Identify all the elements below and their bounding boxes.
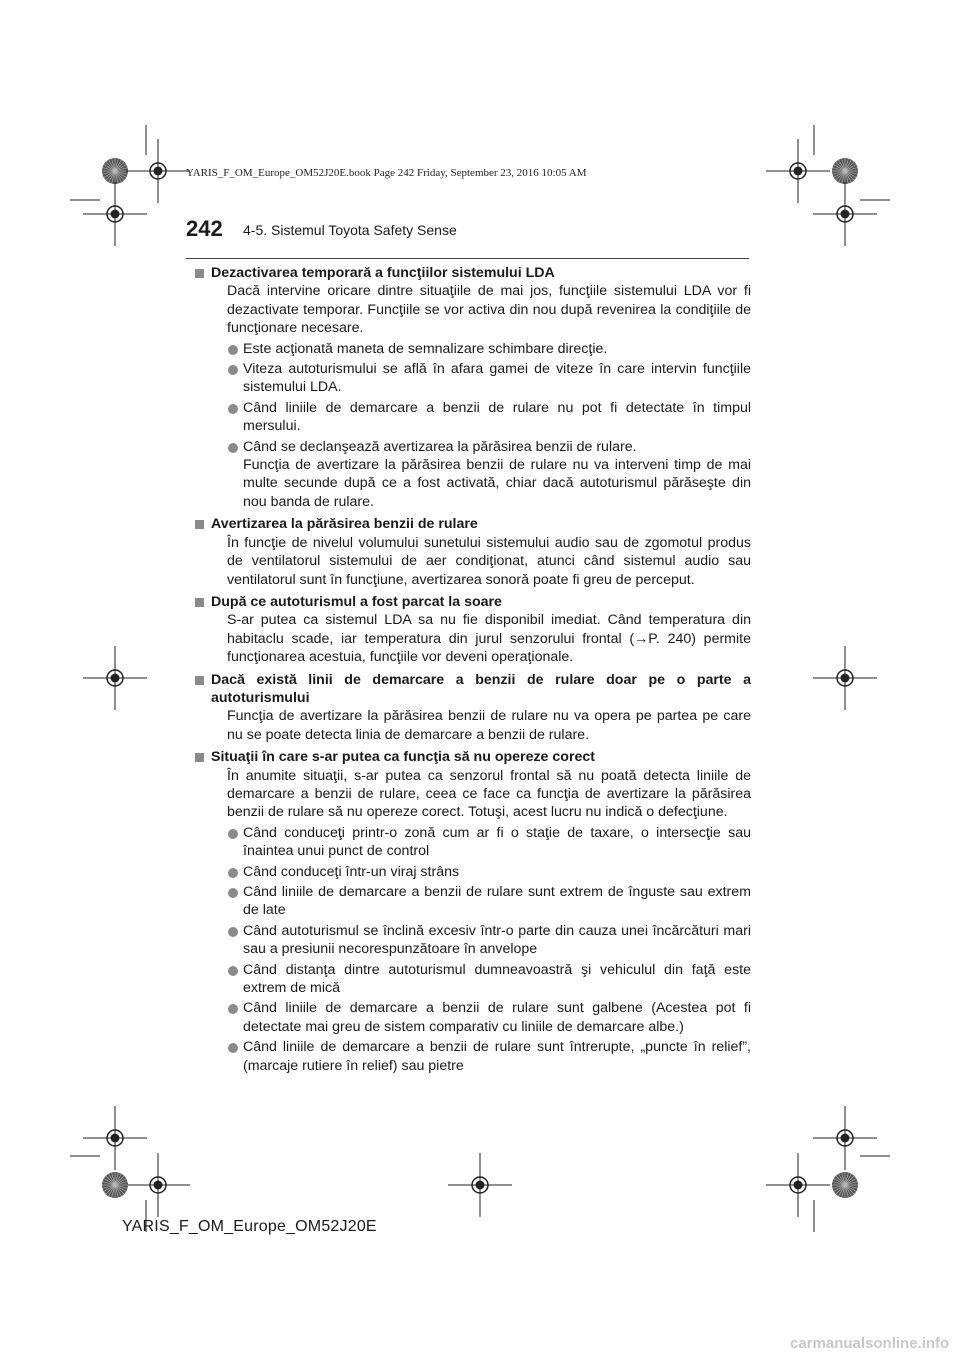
round-bullet-icon <box>228 345 238 355</box>
list-item <box>227 399 751 436</box>
section-parked-in-sun <box>211 593 751 667</box>
section-heading <box>195 593 751 611</box>
list-item <box>227 922 751 959</box>
bullet-list <box>227 340 751 512</box>
starburst-target-icon <box>102 1172 128 1198</box>
square-bullet-icon <box>195 676 204 685</box>
section-heading-text: Avertizarea la părăsirea benzii de rulare <box>211 516 478 533</box>
section-body <box>227 707 751 744</box>
list-item-text: Când liniile de demarcare a benzii de rulare nu pot fi detectate în timpul mersului. <box>243 399 751 435</box>
list-item <box>227 824 751 861</box>
section-intro: În funcţie de nivelul volumului sunetului sistemului audio sau de zgomotul produs de ventilatorul sistemului de aer condiţionat, atunci când sistemul audio sau ventilatorul sunt în funcţiune, avertizarea sonoră poate fi greu de perceput. <box>227 534 751 588</box>
section-one-side-lines <box>211 671 751 745</box>
list-item <box>227 883 751 920</box>
footer-doc-id: YARIS_F_OM_Europe_OM52J20E <box>122 1218 377 1235</box>
list-item-text: Când liniile de demarcare a benzii de rulare sunt galbene (Acestea pot fi detectate mai greu de sistem comparativ cu liniile de demarcare albe.) <box>243 1000 751 1035</box>
list-item-text: Când se declanşează avertizarea la părăsirea benzii de rulare. <box>243 438 637 455</box>
round-bullet-icon <box>228 1043 238 1053</box>
section-heading-text: Situaţii în care s-ar putea ca funcţia să nu opereze corect <box>211 749 595 766</box>
list-item-text: Viteza autoturismului se află în afara gamei de viteze în care intervin funcţiile sistemului LDA. <box>243 361 751 396</box>
round-bullet-icon <box>228 927 238 937</box>
section-intro: Dacă intervine oricare dintre situaţiile de mai jos, funcţiile sistemului LDA vor fi dezactivate temporar. Funcţiile se vor activa din nou după revenirea la condiţiile de funcţionare necesare. <box>227 283 751 337</box>
section-body <box>227 611 751 666</box>
square-bullet-icon <box>195 598 204 607</box>
list-item-note: Funcţia de avertizare la părăsirea benzii de rulare nu va interveni timp de mai multe secunde după ce a fost activată, chiar dacă autoturismul părăseşte din nou banda de rulare. <box>243 457 751 510</box>
list-item <box>227 863 751 881</box>
list-item-text: Când autoturismul se înclină excesiv într-o parte din cauza unei încărcături mari sau a presiunii necorespunzătoare în anvelope <box>243 922 751 958</box>
section-intro: Funcţia de avertizare la părăsirea benzii de rulare nu va opera pe partea pe care nu se poate detecta linia de demarcare a benzii de rulare. <box>227 708 751 743</box>
round-bullet-icon <box>228 1004 238 1014</box>
header-rule <box>186 258 749 259</box>
page-content <box>211 264 751 1079</box>
section-body <box>227 767 751 1076</box>
section-heading <box>195 515 751 533</box>
section-heading <box>195 264 751 282</box>
square-bullet-icon <box>195 753 204 762</box>
round-bullet-icon <box>228 829 238 839</box>
starburst-target-icon <box>832 158 858 184</box>
page-number: 242 <box>186 216 223 241</box>
section-heading-text: După ce autoturismul a fost parcat la soare <box>211 593 502 610</box>
list-item-text: Când conduceţi printr-o zonă cum ar fi o staţie de taxare, o intersecţie sau înaintea unui punct de control <box>243 824 751 860</box>
chapter-title: 4-5. Sistemul Toyota Safety Sense <box>243 222 457 238</box>
round-bullet-icon <box>228 443 238 453</box>
list-item <box>227 438 751 512</box>
round-bullet-icon <box>228 966 238 976</box>
section-body <box>227 282 751 511</box>
file-stamp: YARIS_F_OM_Europe_OM52J20E.book Page 242 Friday, September 23, 2016 10:05 AM <box>186 167 587 179</box>
list-item-text: Când distanţa dintre autoturismul dumneavoastră şi vehiculul din faţă este extrem de mică <box>243 961 751 997</box>
list-item-text: Când liniile de demarcare a benzii de rulare sunt întrerupte, „puncte în relief”, (marcaje rutiere în relief) sau pietre <box>243 1039 751 1074</box>
section-heading-text: Dacă există linii de demarcare a benzii de rulare doar pe o parte a autoturismului <box>211 671 751 706</box>
section-lda-deactivation <box>211 264 751 511</box>
bullet-list <box>227 824 751 1075</box>
list-item-text: Când liniile de demarcare a benzii de rulare sunt extrem de înguste sau extrem de late <box>243 884 751 919</box>
list-item <box>227 360 751 397</box>
section-heading-text: Dezactivarea temporară a funcţiilor sistemului LDA <box>211 265 555 281</box>
section-heading <box>195 671 751 708</box>
list-item-text: Când conduceţi într-un viraj strâns <box>243 863 460 880</box>
watermark: carmanualsonline.info <box>790 1335 950 1352</box>
square-bullet-icon <box>195 269 204 278</box>
list-item <box>227 340 751 358</box>
section-intro: S-ar putea ca sistemul LDA sa nu fie disponibil imediat. Când temperatura din habitaclu scade, iar temperatura din jurul senzorului frontal (→P. 240) permite funcţionarea acestuia, funcţiile vor deveni operaţionale. <box>227 612 751 666</box>
list-item <box>227 999 751 1036</box>
section-lane-departure-alert <box>211 515 751 589</box>
round-bullet-icon <box>228 365 238 375</box>
list-item-text: Este acţionată maneta de semnalizare schimbare direcţie. <box>243 340 608 357</box>
round-bullet-icon <box>228 888 238 898</box>
section-malfunction-situations <box>211 748 751 1075</box>
list-item <box>227 961 751 998</box>
starburst-target-icon <box>832 1172 858 1198</box>
section-intro: În anumite situaţii, s-ar putea ca senzorul frontal să nu poată detecta liniile de demarcare a benzii de rulare, ceea ce face ca funcţia de avertizare la părăsirea benzii de rulare să nu opereze corect. Totuşi, acest lucru nu indică o defecţiune. <box>227 767 751 821</box>
square-bullet-icon <box>195 520 204 529</box>
round-bullet-icon <box>228 868 238 878</box>
list-item <box>227 1038 751 1075</box>
starburst-target-icon <box>102 158 128 184</box>
section-body <box>227 534 751 589</box>
round-bullet-icon <box>228 404 238 414</box>
section-heading <box>195 748 751 766</box>
